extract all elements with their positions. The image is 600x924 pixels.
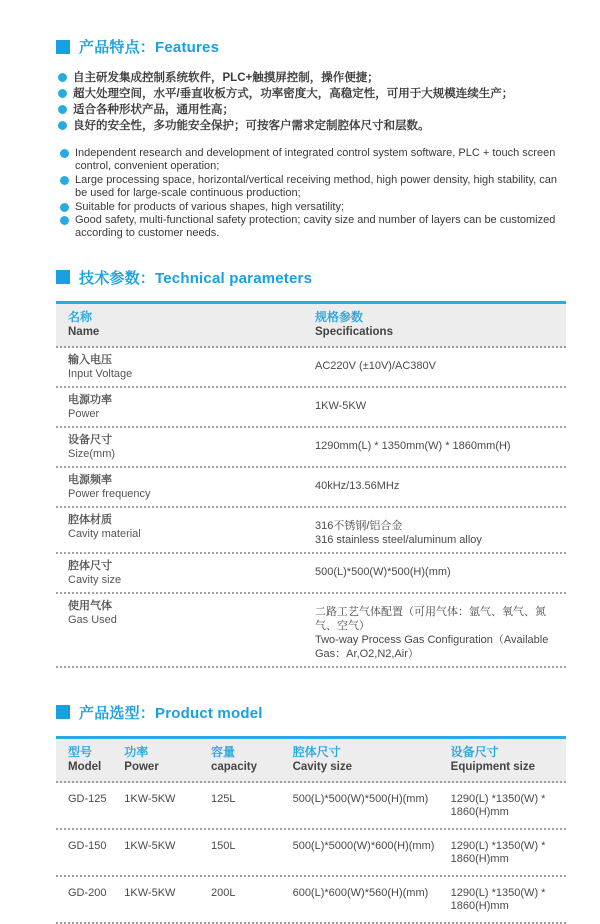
product-model-table	[56, 736, 566, 924]
features-bullets-chinese	[58, 70, 566, 134]
model-section-header	[56, 702, 566, 723]
technical-table-header	[56, 304, 566, 348]
parameter-name-cn: 腔体材质	[68, 513, 112, 526]
cell-power: 1KW-5KW	[124, 886, 176, 899]
parameter-name-en: Input Voltage	[68, 367, 133, 380]
model-column-header	[449, 745, 566, 774]
model-table-header	[56, 739, 566, 783]
parameter-name-en: Power frequency	[68, 487, 151, 500]
parameter-name-cn: 腔体尺寸	[68, 559, 112, 572]
technical-table-row	[56, 388, 566, 428]
model-column-header-cn: 容量	[210, 744, 235, 759]
cell-cavity-size: 500(L)*5000(W)*600(H)(mm)	[292, 839, 435, 852]
feature-bullet-cn-text: 自主研发集成控制系统软件，PLC+触摸屏控制，操作便捷；	[73, 72, 379, 84]
bullet-dot-icon	[60, 203, 69, 212]
model-column-header	[122, 745, 209, 774]
model-column-header-cn: 功率	[124, 744, 149, 759]
technical-table-row	[56, 428, 566, 468]
technical-table-body	[56, 348, 566, 668]
parameter-name-en: Cavity size	[68, 573, 122, 586]
model-column-header	[56, 745, 122, 774]
feature-bullet-cn-text: 超大处理空间，水平/垂直收板方式，功率密度大，高稳定性，可用于大规模连续生产；	[73, 88, 514, 100]
section-marker-icon	[56, 40, 70, 54]
parameter-name-cn: 输入电压	[68, 353, 112, 366]
feature-bullet-cn-text: 适合各种形状产品，通用性高；	[73, 104, 234, 116]
bullet-dot-icon	[58, 73, 67, 82]
technical-table-row	[56, 508, 566, 554]
technical-table-row	[56, 554, 566, 594]
cell-model: GD-150	[68, 839, 107, 852]
model-column-header-en: Equipment size	[450, 760, 536, 773]
bullet-dot-icon	[58, 121, 67, 130]
model-column-header-cn: 设备尺寸	[450, 744, 499, 759]
model-column-header-en: Power	[124, 760, 159, 773]
technical-parameters-table	[56, 301, 566, 668]
bullet-dot-icon	[58, 105, 67, 114]
cell-capacity: 150L	[210, 839, 236, 852]
model-table-row	[56, 877, 566, 924]
cell-power: 1KW-5KW	[124, 839, 176, 852]
model-table-row	[56, 830, 566, 877]
model-column-header	[291, 745, 449, 774]
parameter-value-line1: 500(L)*500(W)*500(H)(mm)	[315, 565, 451, 578]
parameter-name-cn: 电源频率	[68, 473, 112, 486]
bullet-dot-icon	[58, 89, 67, 98]
parameter-value-line1: 二路工艺气体配置（可用气体：氩气、氧气、氮气、空气）	[315, 605, 546, 632]
model-column-header-cn: 型号	[68, 744, 93, 759]
cell-capacity: 200L	[210, 886, 236, 899]
feature-bullet-en-text: Suitable for products of various shapes, high versatility;	[75, 200, 345, 213]
column-header-spec-cn: 规格参数	[315, 309, 364, 324]
parameter-value-line1: 316不锈钢/铝合金	[315, 519, 403, 532]
cell-cavity-size: 500(L)*500(W)*500(H)(mm)	[292, 792, 429, 805]
features-section-header	[56, 36, 566, 57]
parameter-value-line1: 40kHz/13.56MHz	[315, 479, 400, 492]
feature-bullet-cn	[58, 118, 566, 134]
features-bullets-english	[60, 147, 566, 241]
bullet-dot-icon	[60, 176, 69, 185]
cell-equipment-size: 1290(L) *1350(W) * 1860(H)mm	[450, 839, 546, 865]
parameter-value-line1: AC220V (±10V)/AC380V	[315, 359, 436, 372]
model-column-header-en: Model	[68, 760, 102, 773]
model-column-header-en: capacity	[210, 760, 258, 773]
cell-equipment-size: 1290(L) *1350(W) * 1860(H)mm	[450, 792, 546, 818]
model-table-body	[56, 783, 566, 924]
section-marker-icon	[56, 270, 70, 284]
parameter-name-cn: 电源功率	[68, 393, 112, 406]
feature-bullet-cn	[58, 102, 566, 118]
cell-model: GD-200	[68, 886, 107, 899]
parameter-value-line1: 1KW-5KW	[315, 399, 367, 412]
cell-model: GD-125	[68, 792, 107, 805]
parameter-name-cn: 使用气体	[68, 599, 112, 612]
features-section-title: 产品特点：Features	[79, 39, 220, 56]
bullet-dot-icon	[60, 216, 69, 225]
parameter-name-en: Size(mm)	[68, 447, 116, 460]
feature-bullet-en-text: Independent research and development of integrated control system software, PLC + touch screen control, convenient operation;	[75, 147, 556, 173]
parameter-name-en: Cavity material	[68, 527, 141, 540]
column-header-name-en: Name	[68, 325, 100, 338]
feature-bullet-en	[60, 147, 566, 174]
technical-section-header	[56, 267, 566, 288]
feature-bullet-en	[60, 174, 566, 201]
parameter-name-cn: 设备尺寸	[68, 433, 112, 446]
parameter-name-en: Gas Used	[68, 613, 117, 626]
cell-capacity: 125L	[210, 792, 236, 805]
parameter-value-line2: 316 stainless steel/aluminum alloy	[315, 533, 482, 546]
parameter-value-line2: Two-way Process Gas Configuration（Available Gas：Ar,O2,N2,Air）	[315, 633, 549, 660]
model-column-header-en: Cavity size	[292, 760, 353, 773]
parameter-value-line1: 1290mm(L) * 1350mm(W) * 1860mm(H)	[315, 439, 511, 452]
feature-bullet-cn	[58, 86, 566, 102]
model-column-header-cn: 腔体尺寸	[292, 744, 341, 759]
technical-table-row	[56, 348, 566, 388]
model-column-header	[209, 745, 291, 774]
feature-bullet-en-text: Good safety, multi-functional safety protection; cavity size and number of layers can be customized according to customer needs.	[75, 214, 556, 240]
section-marker-icon	[56, 705, 70, 719]
technical-table-row	[56, 594, 566, 668]
cell-cavity-size: 600(L)*600(W)*560(H)(mm)	[292, 886, 429, 899]
feature-bullet-en-text: Large processing space, horizontal/vertical receiving method, high power density, high stability, can be used for large-scale continuous production;	[75, 173, 558, 200]
feature-bullet-cn	[58, 70, 566, 86]
cell-power: 1KW-5KW	[124, 792, 176, 805]
column-header-name-cn: 名称	[68, 309, 93, 324]
column-header-spec-en: Specifications	[315, 325, 393, 338]
model-section-title: 产品选型：Product model	[79, 704, 263, 722]
model-table-row	[56, 783, 566, 830]
feature-bullet-cn-text: 良好的安全性，多功能安全保护；可按客户需求定制腔体尺寸和层数。	[73, 120, 430, 132]
cell-equipment-size: 1290(L) *1350(W) * 1860(H)mm	[450, 886, 546, 912]
bullet-dot-icon	[60, 149, 69, 158]
feature-bullet-en	[60, 214, 566, 241]
technical-table-row	[56, 468, 566, 508]
technical-section-title: 技术参数：Technical parameters	[79, 269, 313, 287]
feature-bullet-en	[60, 201, 566, 214]
parameter-name-en: Power	[68, 407, 100, 420]
